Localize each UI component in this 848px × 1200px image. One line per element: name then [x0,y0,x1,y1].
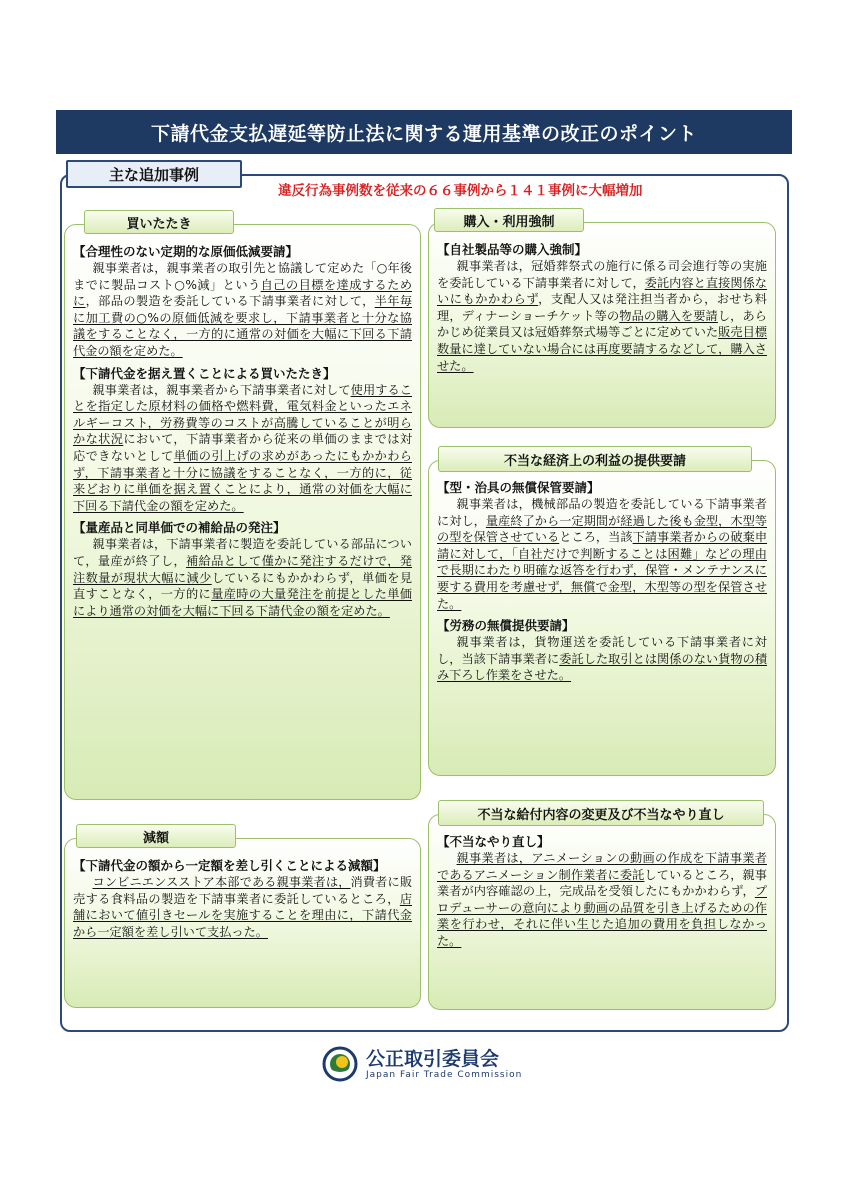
section-label-keizai: 不当な経済上の利益の提供要請 [438,446,752,472]
body-text: 親事業者は，親事業者から下請事業者に対して [92,382,351,397]
body-text: ，部品の製造を委託している下請事業者に対して， [85,294,375,309]
underlined-text: 半年毎に加工費の○%の原価低減を要求し，下請事業者と十分な協議をすることなく，一方的に通常の対価を大幅に下回る下請代金の額を定めた。 [73,294,413,358]
body-text: 消費者に販売する食料品の製造を下請事業者に委託しているところ， [73,875,413,906]
body-text: ところ，当該 [559,530,633,545]
section-label-gengaku: 減額 [76,824,236,848]
body-text: 親事業者は，下請事業者に製造を委託している部品について，量産が終了し， [73,537,412,568]
case-title: 【下請代金の額から一定額を差し引くことによる減額】 [73,858,386,873]
page-title [56,110,792,154]
underlined-text: 物品の購入を要請 [619,308,718,323]
underlined-text: 下請事業者からの破棄申請に対して，「自社だけで判断することは困難」などの理由で長期にわたり明確な返答を行わず，保管・メンテナンスに要する費用を考慮せず，無償で金型，木型等の型を保管させた。 [437,530,768,611]
section-label-kaitataki: 買いたたき [84,210,234,234]
jftc-emblem-icon [322,1046,358,1082]
org-name-en: Japan Fair Trade Commission [366,1069,523,1080]
underlined-text: 単価の引上げの求めがあったにもかかわらず，下請事業者と十分に協議をすることなく，一方的に，従来どおりに単価を据え置くことにより，通常の対価を大幅に下回る下請代金の額を定めた。 [73,448,412,513]
underlined-text: 店舗において値引きセールを実施することを理由に，下請代金から一定額を差し引いて支払った。 [73,891,412,939]
underlined-text: 使用することを指定した原材料の価格や燃料費，電気料金といったエネルギーコスト，労務費等のコストが高騰していることが明らかな状況 [73,382,413,447]
body-text: 親事業者は，親事業者の取引先と協議して定めた「○年後までに製品コスト○%減」という [73,261,412,292]
section-label-kounyu: 購入・利用強制 [434,208,584,232]
body-text: において，下請事業者から従来の単価のままでは対応できないとして [73,432,413,463]
case-title: 【労務の無償提供要請】 [437,618,575,634]
underlined-text: 委託した取引とは関係のない貨物の積み下ろし作業をさせた。 [437,651,768,683]
body-text: し，あらかじめ従業員又は冠婚葬祭式場等ごとに定めていた [437,308,767,340]
underlined-text: 量産終了から一定期間が経過した後も金型，木型等の型を保管させている [437,513,768,545]
section-keizai [428,460,776,776]
case-body [437,496,767,612]
org-name-jp: 公正取引委員会 [366,1047,500,1070]
case-body [73,260,412,360]
section-gengaku [64,838,421,1008]
underlined-text: コンビニエンスストア本部である親事業者は， [92,875,351,889]
section-label-yarinaoshi: 不当な給付内容の変更及び不当なやり直し [438,800,764,826]
case-body [437,634,767,684]
underlined-text: 量産時の大量発注を前提とした単価により通常の対価を大幅に下回る下請代金の額を定めた。 [73,587,412,618]
jftc-logo [322,1046,522,1082]
main-section-label: 主な追加事例 [66,160,242,188]
case-title: 【下請代金を据え置くことによる買いたたき】 [73,365,336,381]
body-text: 親事業者は，冠婚葬祭式の施行に係る司会進行等の実施を委託している下請事業者に対して， [437,259,767,290]
section-yarinaoshi [428,814,776,1010]
underlined-text: 委託内容と直接関係ないにもかかわらず [437,275,767,307]
case-body [437,258,767,374]
case-body [73,536,412,619]
underlined-text: 親事業者は，アニメーションの動画の作成を下請事業者であるアニメーション制作業者に委託 [437,851,767,882]
section-kaitataki [64,224,421,800]
body-text: しているにもかかわらず，単価を見直すことなく，一方的に [73,570,413,602]
page-title-text: 下請代金支払遅延等防止法に関する運用基準の改正のポイント [150,122,697,145]
case-title: 【自社製品等の購入強制】 [437,242,588,257]
underlined-text: 販売目標数量に達していない場合には再度要請するなどして，購入させた。 [437,325,768,373]
case-title: 【量産品と同単価での補給品の発注】 [73,520,286,536]
case-title: 【不当なやり直し】 [437,834,550,849]
case-title: 【型・治具の無償保管要請】 [437,480,600,495]
section-kounyu [428,222,776,428]
body-text: 親事業者は，貨物運送を委託している下請事業者に対し，当該下請事業者に [437,635,767,666]
main-subtitle: 違反行為事例数を従来の６６事例から１４１事例に大幅増加 [278,183,643,199]
body-text: 親事業者は，機械部品の製造を委託している下請事業者に対し， [437,497,767,528]
underlined-text: プロデューサーの意向により動画の品質を引き上げるための作業を行わせ，それに伴い生じた追加の費用を負担しなかった。 [437,884,767,948]
case-body [437,850,767,950]
case-body [73,382,412,515]
body-text: しているところ，親事業者が内容確認の上，完成品を受領したにもかかわらず， [437,867,767,899]
case-body [73,874,412,940]
underlined-text: 補給品として僅かに発注するだけで，発注数量が現状大幅に減少 [73,553,412,585]
case-title: 【合理性のない定期的な原価低減要請】 [73,244,299,259]
body-text: ，支配人又は発注担当者から，おせち料理，ディナーショーチケット等の [437,292,767,323]
underlined-text: 自己の目標を達成するために [73,277,413,309]
